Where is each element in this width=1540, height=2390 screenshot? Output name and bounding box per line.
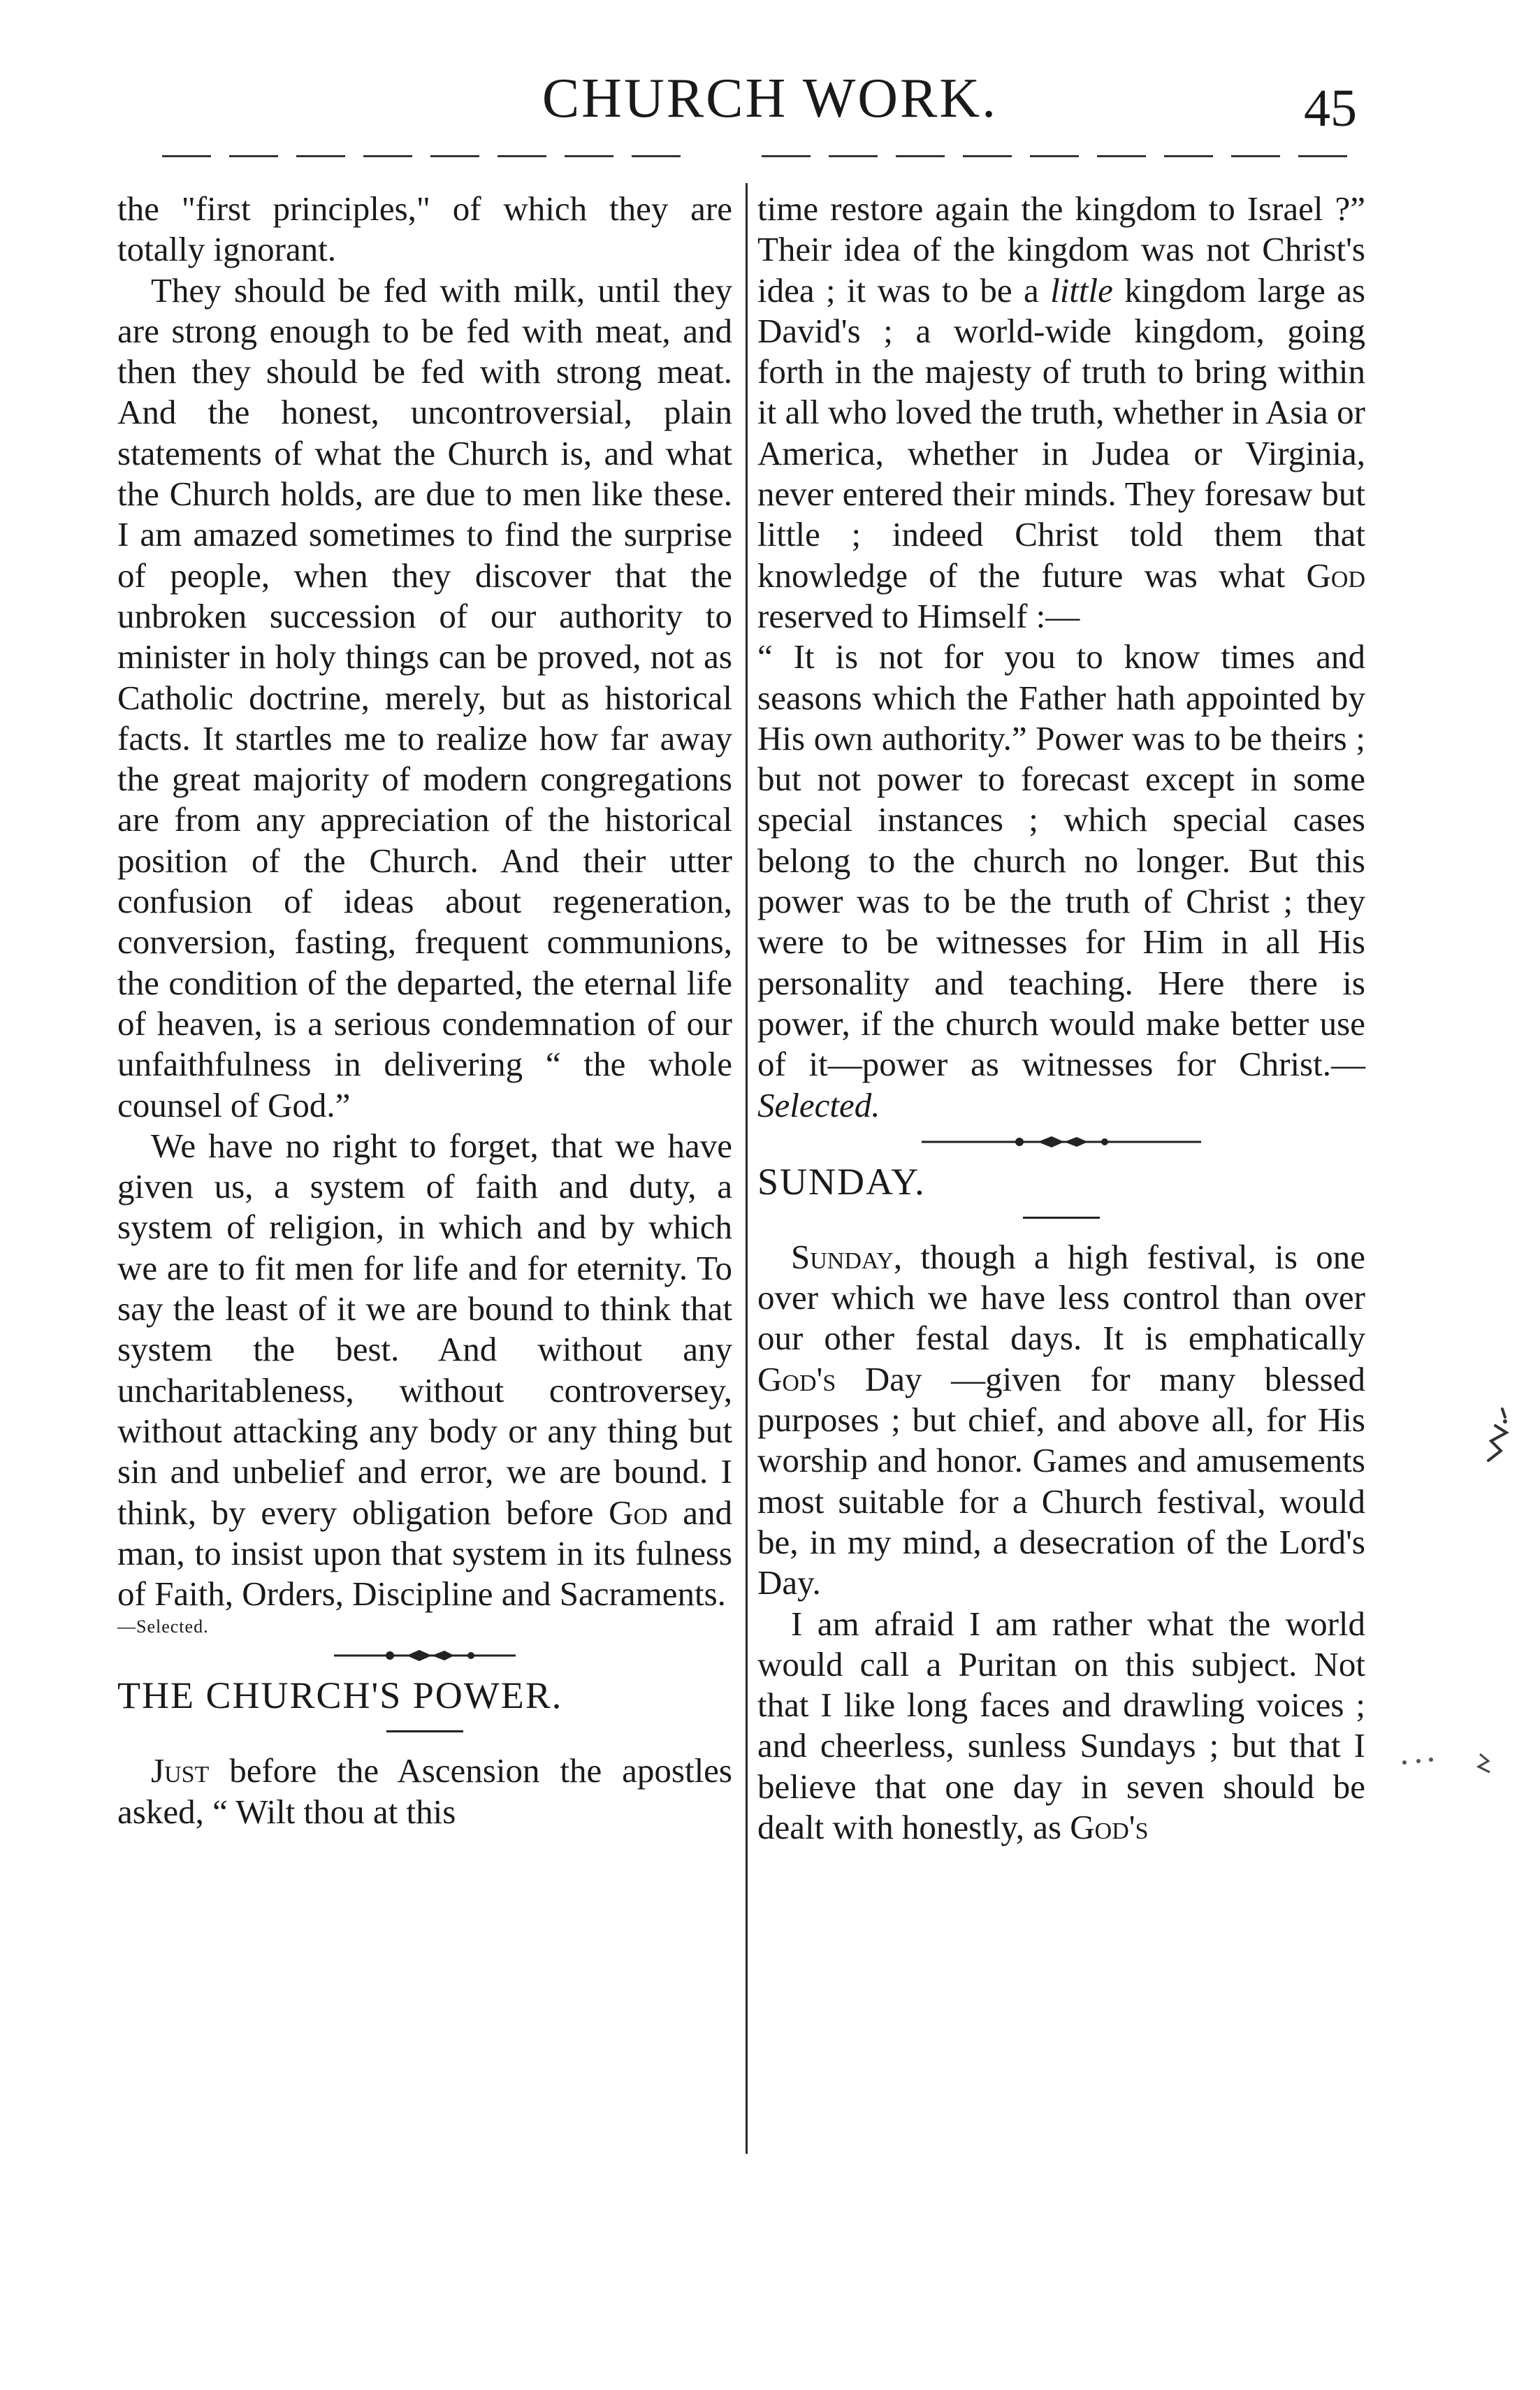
paragraph-text: though a high festival, is one over which we have less control than over our other festal days. It is emphatically [757,1237,1365,1358]
margin-smudge-icon [1397,1747,1502,1782]
paragraph-text: We have no right to forget, that we have given us, a system of faith and duty, a system of religion, in which and by which we are to fit men for life and for eternity. To say the least of it we are bound to think that system the best. And without any uncharitableness, without controversey, without attacking any body or any thing but sin and unbelief and error, we are bound. I think, by every obligation before [117,1126,732,1532]
god-small-caps: God [1306,556,1365,595]
heading-churchs-power: THE CHURCH'S POWER. [117,1674,563,1717]
ornament-divider-icon [334,1648,516,1663]
selected-attribution: Selected. [757,1085,880,1124]
page-number: 45 [1304,79,1357,138]
god-small-caps: God's [757,1359,836,1398]
margin-smudge-icon [1474,1405,1516,1468]
left-column [117,189,732,1832]
ornament-divider-icon [922,1134,1201,1150]
column-separator [746,183,748,2154]
paragraph-text: before the Ascension the apostles asked, “ Wilt thou at this [117,1751,732,1831]
drop-word: Sunday, [791,1237,903,1276]
heading-underline [1023,1217,1100,1219]
heading-underline [386,1730,463,1732]
drop-word: Just [151,1751,210,1790]
heading-sunday: SUNDAY. [757,1160,926,1203]
paragraph-first-principles: the "first principles," of which they are totally ignorant. [117,189,732,269]
paragraph-text: “ It is not for you to know times and seasons which the Father hath appointed by His own authority.” Power was to be theirs ; but not power to forecast except in some special instances ; which special cases belong to the church no longer. But this power was to be the truth of Christ ; they were to be witnesses for Him in all His personality and teaching. Here there is power, if the church would make better use of it—power as witnesses for Christ.— [757,637,1365,1084]
paragraph-text: kingdom large as David's ; a world-wide kingdom, going forth in the majesty of truth to bring within it all who loved the truth, whether in Asia or America, whether in Judea or Virginia, never entered their minds. They foresaw but little ; indeed Christ told them that knowledge of the future was what [757,270,1365,595]
paragraph-text: and man, to insist upon that system in its fulness of Faith, Orders, Discipline and Sacraments. [117,1493,732,1614]
paragraph-not-for-you [757,637,1365,1126]
paragraph-text: I am afraid I am rather what the world would call a Puritan on this subject. Not that I like long faces and drawling voices ; and cheerless, sunless Sundays ; but that I believe that one day in seven should be dealt with honestly, as [757,1604,1365,1846]
paragraph-text: Day —given for many blessed purposes ; but chief, and above all, for His worship and honor. Games and amusements most suitable for a Church festival, would be, in my mind, a desecration of the Lord's Day. [757,1359,1365,1602]
paragraph-restore-kingdom [757,189,1365,637]
paragraph-text: time restore again the kingdom to Israel ?” Their idea of the kingdom was not Christ's idea ; it was to be a [757,189,1365,310]
god-small-caps: God [609,1493,668,1532]
god-small-caps: God's [1070,1807,1149,1846]
header-rule-left [162,155,693,157]
paragraph-puritan [757,1604,1365,1848]
selected-attribution: —Selected. [117,1616,209,1637]
header-rule-right [762,155,1356,157]
paragraph-sunday-festival [757,1237,1365,1604]
running-title: CHURCH WORK. [542,68,998,129]
paragraph-text: reserved to Himself :— [757,596,1080,635]
italic-word: little [1050,270,1113,310]
paragraph-fed-with-milk: They should be fed with milk, until they are strong enough to be fed with meat, and then they should be fed with strong meat. And the honest, uncontroversial, plain statements of what the Church is, and what the Church holds, are due to men like these. I am amazed sometimes to find the surprise of people, when they discover that the unbroken succession of our authority to minister in holy things can be proved, not as Catholic doctrine, merely, but as historical facts. It startles me to realize how far away the great majority of modern congregations are from any appreciation of the historical position of the Church. And their utter confusion of ideas about regeneration, conversion, fasting, frequent communions, the condition of the departed, the eternal life of heaven, is a serious condemnation of our unfaithfulness in delivering “ the whole counsel of God.” [117,270,732,1124]
right-column [757,189,1365,1848]
paragraph-ascension [117,1751,732,1832]
paragraph-no-right-to-forget [117,1126,732,1615]
